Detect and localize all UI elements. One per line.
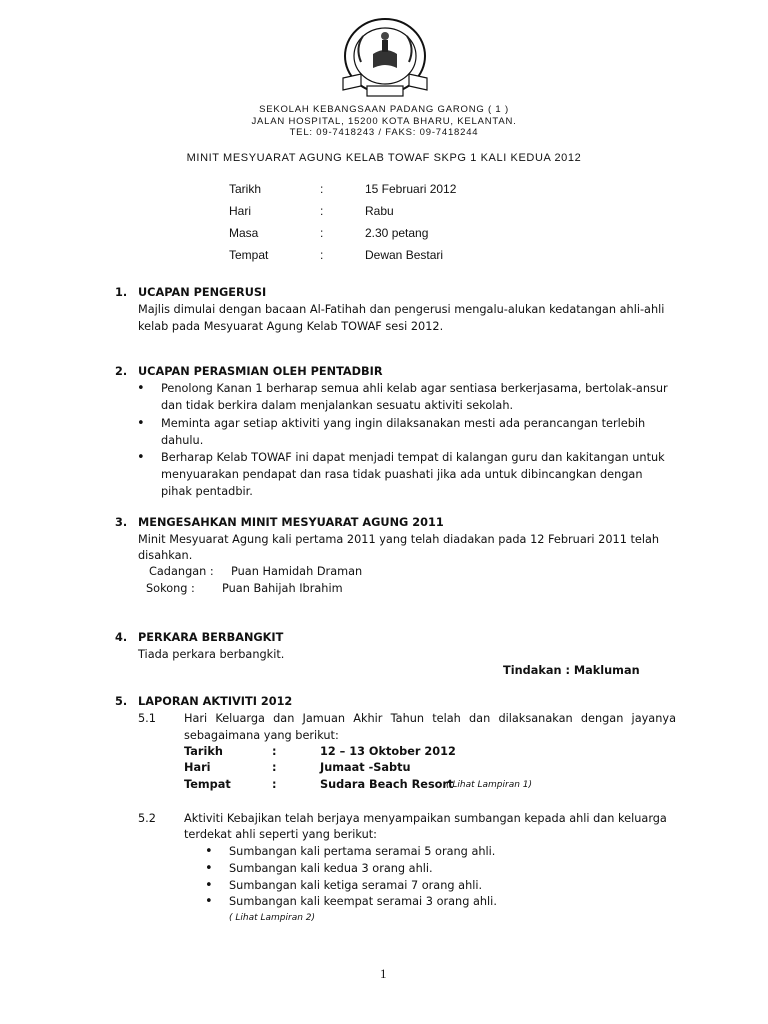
seconder-label: Sokong :: [146, 582, 195, 595]
bullet-item: • Sumbangan kali pertama seramai 5 orang ahli.: [229, 843, 495, 860]
meta-label-time: Masa: [229, 226, 259, 240]
detail-value: Sudara Beach Resort: [320, 778, 454, 791]
bullet-continuation: pihak pentadbir.: [161, 485, 253, 498]
meta-value-date: 15 Februari 2012: [365, 182, 457, 196]
action-note: Tindakan : Makluman: [503, 664, 640, 677]
section-text: Minit Mesyuarat Agung kali pertama 2011 yang telah diadakan pada 12 Februari 2011 telah: [138, 533, 660, 546]
section-text: kelab pada Mesyuarat Agung Kelab TOWAF sesi 2012.: [138, 320, 444, 333]
detail-sep: :: [272, 745, 277, 758]
meta-label-day: Hari: [229, 204, 252, 218]
bullet-item: • Penolong Kanan 1 berharap semua ahli kelab agar sentiasa berkerjasama, bertolak-ansur: [161, 380, 668, 397]
detail-sep: :: [272, 778, 277, 791]
appendix-note: ( Lihat Lampiran 2): [229, 913, 316, 923]
seconder-name: Puan Bahijah Ibrahim: [222, 582, 343, 595]
section-number: 5.: [115, 695, 128, 708]
subsection-text: sebagaimana yang berikut:: [184, 729, 339, 742]
proposer-name: Puan Hamidah Draman: [231, 565, 363, 578]
meta-sep: :: [320, 182, 324, 196]
section-heading: LAPORAN AKTIVITI 2012: [138, 695, 293, 708]
detail-label: Hari: [184, 761, 211, 774]
meta-value-place: Dewan Bestari: [365, 248, 444, 262]
detail-label: Tarikh: [184, 745, 223, 758]
school-name: SEKOLAH KEBANGSAAN PADANG GARONG ( 1 ): [259, 104, 509, 115]
section-text: Majlis dimulai dengan bacaan Al-Fatihah dan pengerusi mengalu-alukan kedatangan ahli-ahli: [138, 303, 665, 316]
section-heading: MENGESAHKAN MINIT MESYUARAT AGUNG 2011: [138, 516, 444, 529]
meta-sep: :: [320, 226, 324, 240]
meta-sep: :: [320, 248, 324, 262]
bullet-item: • Sumbangan kali kedua 3 orang ahli.: [229, 860, 433, 877]
section-heading: UCAPAN PENGERUSI: [138, 286, 267, 299]
subsection-number: 5.2: [138, 812, 156, 825]
detail-label: Tempat: [184, 778, 231, 791]
subsection-text: Hari Keluarga dan Jamuan Akhir Tahun telah dan dilaksanakan dengan jayanya: [184, 712, 676, 725]
bullet-item: • Berharap Kelab TOWAF ini dapat menjadi tempat di kalangan guru dan kakitangan untuk: [161, 449, 665, 466]
school-address: JALAN HOSPITAL, 15200 KOTA BHARU, KELANTAN.: [251, 116, 517, 127]
section-text: Tiada perkara berbangkit.: [138, 648, 285, 661]
meta-value-day: Rabu: [365, 204, 394, 218]
appendix-note: ( Lihat Lampiran 1): [446, 780, 533, 790]
section-heading: PERKARA BERBANGKIT: [138, 631, 284, 644]
meta-label-place: Tempat: [229, 248, 269, 262]
section-heading: UCAPAN PERASMIAN OLEH PENTADBIR: [138, 365, 383, 378]
section-number: 4.: [115, 631, 128, 644]
proposer-label: Cadangan :: [149, 565, 214, 578]
bullet-continuation: dahulu.: [161, 434, 204, 447]
bullet-item: • Sumbangan kali ketiga seramai 7 orang ahli.: [229, 877, 482, 894]
school-logo: [339, 14, 431, 104]
school-phone: TEL: 09-7418243 / FAKS: 09-7418244: [289, 127, 479, 138]
detail-value: Jumaat -Sabtu: [320, 761, 411, 774]
meta-label-date: Tarikh: [229, 182, 262, 196]
section-text: disahkan.: [138, 549, 193, 562]
meta-sep: :: [320, 204, 324, 218]
detail-value: 12 – 13 Oktober 2012: [320, 745, 456, 758]
section-number: 1.: [115, 286, 128, 299]
section-number: 3.: [115, 516, 128, 529]
bullet-continuation: menyuarakan pendapat dan rasa tidak puashati jika ada untuk dibincangkan dengan: [161, 468, 643, 481]
subsection-text: terdekat ahli seperti yang berikut:: [184, 828, 377, 841]
meta-value-time: 2.30 petang: [365, 226, 429, 240]
document-title: MINIT MESYUARAT AGUNG KELAB TOWAF SKPG 1 KALI KEDUA 2012: [186, 152, 582, 164]
bullet-item: • Sumbangan kali keempat seramai 3 orang ahli.: [229, 893, 497, 910]
bullet-item: • Meminta agar setiap aktiviti yang ingin dilaksanakan mesti ada perancangan terlebih: [161, 415, 645, 432]
page-number: 1: [380, 966, 387, 981]
detail-sep: :: [272, 761, 277, 774]
bullet-continuation: dan tidak berkira dalam menjalankan sesuatu aktiviti sekolah.: [161, 399, 514, 412]
subsection-number: 5.1: [138, 712, 156, 725]
section-number: 2.: [115, 365, 128, 378]
subsection-text: Aktiviti Kebajikan telah berjaya menyampaikan sumbangan kepada ahli dan keluarga: [184, 812, 667, 825]
